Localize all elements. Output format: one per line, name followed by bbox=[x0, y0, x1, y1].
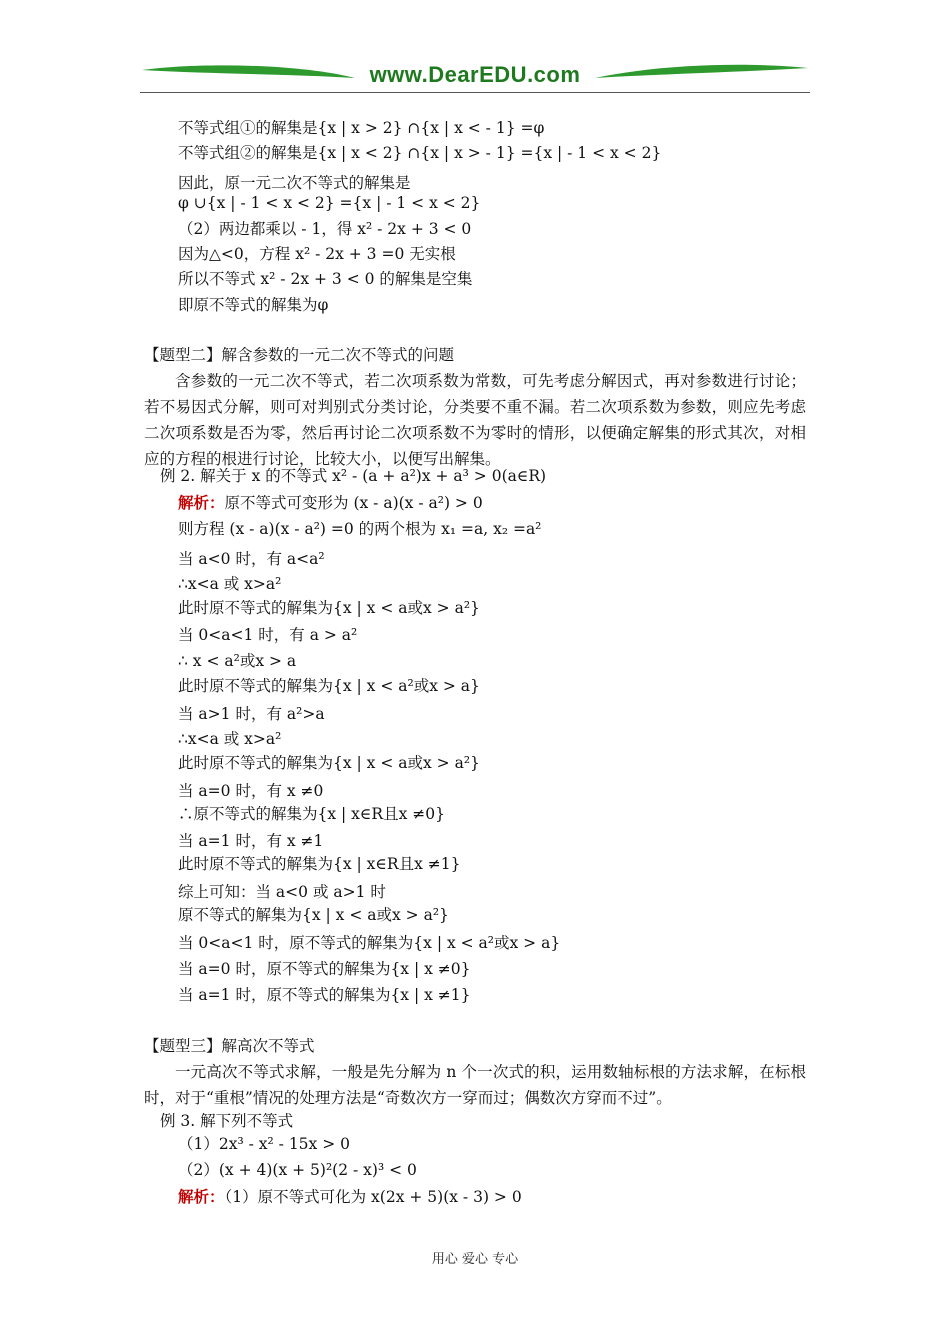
step-line: 当 a=0 时，有 x ≠0 bbox=[178, 782, 324, 800]
text-line: （2）两边都乘以 - 1，得 x² - 2x + 3 < 0 bbox=[178, 220, 472, 238]
step-line: 当 a=0 时，原不等式的解集为{x | x ≠0} bbox=[178, 960, 471, 978]
text-line: φ ∪{x | - 1 < x < 2} ={x | - 1 < x < 2} bbox=[178, 194, 481, 212]
header-rule bbox=[140, 92, 810, 93]
section-paragraph: 一元高次不等式求解，一般是先分解为 n 个一次式的积，运用数轴标根的方法求解，在标根时，对于“重根”情况的处理方法是“奇数次方一穿而过；偶数次方穿而不过”。 bbox=[144, 1063, 806, 1107]
analysis-line bbox=[178, 1186, 522, 1208]
step-line: 此时原不等式的解集为{x | x < a²或x > a} bbox=[178, 677, 480, 695]
example-title: 例 2. 解关于 x 的不等式 x² - (a + a²)x + a³ > 0(a∈R) bbox=[160, 467, 547, 485]
analysis-label: 解析： bbox=[178, 1187, 225, 1206]
step-line: 当 a=1 时，有 x ≠1 bbox=[178, 832, 324, 850]
page-footer: 用心 爱心 专心 bbox=[431, 1252, 519, 1267]
step-line: 当 0<a<1 时，原不等式的解集为{x | x < a²或x > a} bbox=[178, 934, 561, 952]
analysis-line bbox=[178, 492, 483, 514]
analysis-text: （1）原不等式可化为 x(2x + 5)(x - 3) > 0 bbox=[224, 1188, 522, 1206]
step-line: 综上可知：当 a<0 或 a>1 时 bbox=[178, 883, 386, 901]
step-line: ∴x<a 或 x>a² bbox=[178, 575, 282, 593]
text-line: 即原不等式的解集为φ bbox=[178, 296, 329, 314]
step-line: 此时原不等式的解集为{x | x∈R且x ≠1} bbox=[178, 855, 461, 873]
step-line: 此时原不等式的解集为{x | x < a或x > a²} bbox=[178, 754, 480, 772]
step-line: 当 a>1 时，有 a²>a bbox=[178, 705, 325, 723]
analysis-text: 原不等式可变形为 (x - a)(x - a²) > 0 bbox=[224, 494, 483, 512]
text-line: 所以不等式 x² - 2x + 3 < 0 的解集是空集 bbox=[178, 270, 473, 288]
section-paragraph: 含参数的一元二次不等式，若二次项系数为常数，可先考虑分解因式，再对参数进行讨论；若不易因式分解，则可对判别式分类讨论，分类要不重不漏。若二次项系数为参数，则应先考虑二次项系数是否为零，然后再讨论二次项系数不为零时的情形，以便确定解集的形式其次，对相应的方程的根进行讨论，比较大小，以便写出解集。 bbox=[144, 372, 806, 468]
text-line: 因此，原一元二次不等式的解集是 bbox=[178, 174, 411, 192]
step-line: 当 a=1 时，原不等式的解集为{x | x ≠1} bbox=[178, 986, 471, 1004]
step-line: 则方程 (x - a)(x - a²) =0 的两个根为 x₁ =a, x₂ =a² bbox=[178, 520, 542, 538]
step-line: ∴原不等式的解集为{x | x∈R且x ≠0} bbox=[178, 805, 445, 823]
problem-item: （1）2x³ - x² - 15x > 0 bbox=[178, 1135, 350, 1153]
section-title: 【题型二】解含参数的一元二次不等式的问题 bbox=[144, 346, 455, 364]
step-line: 当 a<0 时，有 a<a² bbox=[178, 550, 325, 568]
page-header bbox=[140, 60, 810, 96]
example-title: 例 3. 解下列不等式 bbox=[160, 1112, 294, 1130]
step-line: ∴x<a 或 x>a² bbox=[178, 730, 282, 748]
step-line: 原不等式的解集为{x | x < a或x > a²} bbox=[178, 906, 449, 924]
text-line: 因为△<0，方程 x² - 2x + 3 =0 无实根 bbox=[178, 245, 456, 263]
text-line: 不等式组②的解集是{x | x < 2} ∩{x | x > - 1} ={x | - 1 < x < 2} bbox=[178, 144, 662, 162]
text-line: 不等式组①的解集是{x | x > 2} ∩{x | x < - 1} =φ bbox=[178, 119, 545, 137]
section-title: 【题型三】解高次不等式 bbox=[144, 1037, 315, 1055]
step-line: ∴ x < a²或x > a bbox=[178, 652, 297, 670]
site-brand: www.DearEDU.com bbox=[369, 62, 581, 87]
step-line: 此时原不等式的解集为{x | x < a或x > a²} bbox=[178, 599, 480, 617]
analysis-label: 解析： bbox=[178, 493, 225, 512]
step-line: 当 0<a<1 时，有 a > a² bbox=[178, 626, 358, 644]
problem-item: （2）(x + 4)(x + 5)²(2 - x)³ < 0 bbox=[178, 1161, 417, 1179]
